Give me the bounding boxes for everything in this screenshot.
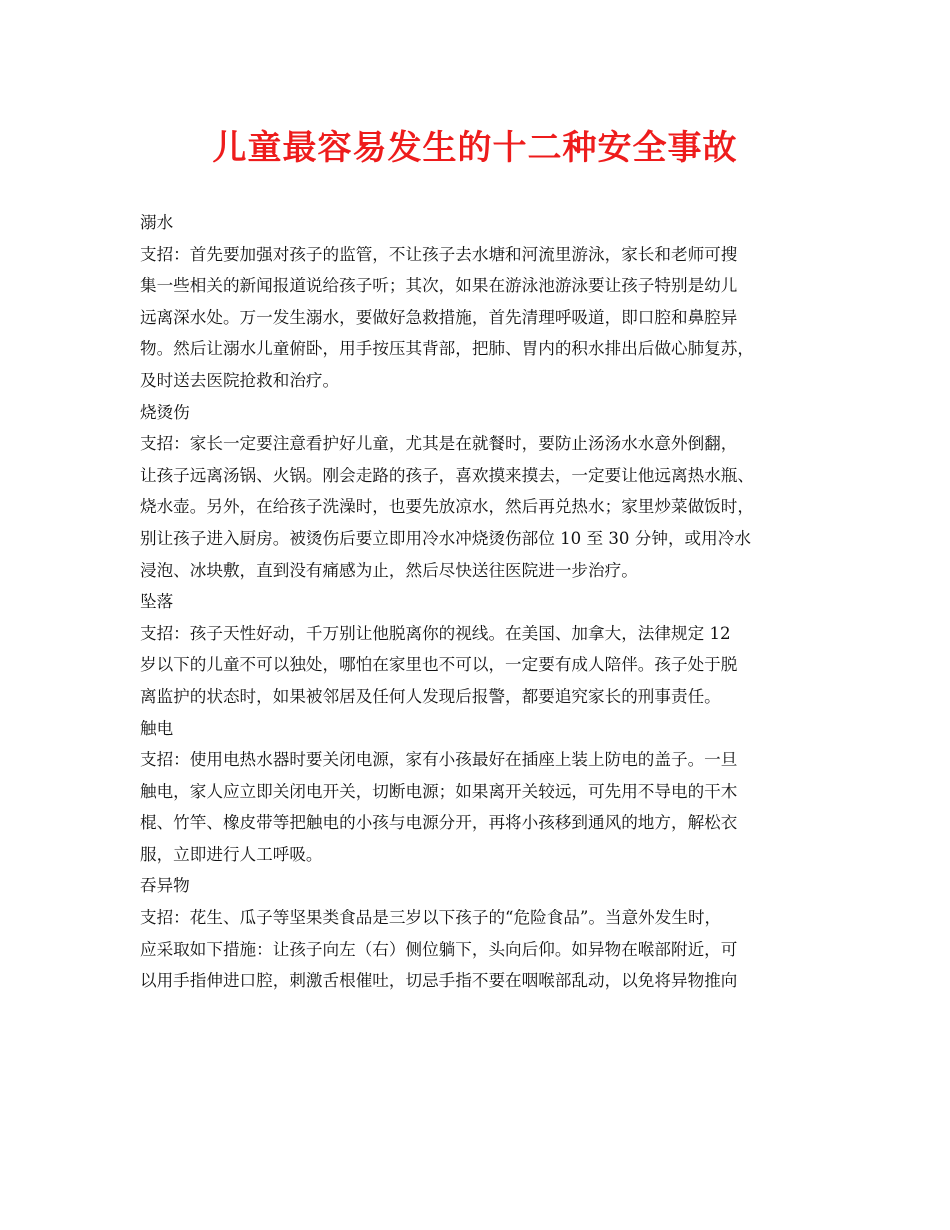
paragraph-line: 触电，家人应立即关闭电开关，切断电源；如果离开关较远，可先用不导电的干木 [140, 781, 738, 801]
paragraph-line: 服，立即进行人工呼吸。 [140, 844, 323, 864]
paragraph-line: 别让孩子进入厨房。被烫伤后要立即用冷水冲烧烫伤部位 10 至 30 分钟，或用冷水 [140, 528, 751, 548]
paragraph-line: 应采取如下措施：让孩子向左（右）侧位躺下，头向后仰。如异物在喉部附近，可 [140, 939, 738, 959]
paragraph-line: 支招：家长一定要注意看护好儿童，尤其是在就餐时，要防止汤汤水水意外倒翻， [140, 434, 738, 454]
paragraph-line: 远离深水处。万一发生溺水，要做好急救措施，首先清理呼吸道，即口腔和鼻腔异 [140, 307, 738, 327]
section-heading-drowning: 溺水 [140, 213, 174, 232]
section-paragraph-electric-shock [140, 744, 820, 870]
paragraph-line: 让孩子远离汤锅、火锅。刚会走路的孩子，喜欢摸来摸去，一定要让他远离热水瓶、 [140, 465, 754, 485]
document-body [140, 207, 820, 997]
paragraph-line: 支招：首先要加强对孩子的监管，不让孩子去水塘和河流里游泳，家长和老师可搜 [140, 244, 738, 264]
paragraph-line: 以用手指伸进口腔，刺激舌根催吐，切忌手指不要在咽喉部乱动，以免将异物推向 [140, 971, 738, 991]
paragraph-line: 岁以下的儿童不可以独处，哪怕在家里也不可以，一定要有成人陪伴。孩子处于脱 [140, 655, 738, 675]
paragraph-line: 物。然后让溺水儿童俯卧，用手按压其背部，把肺、胃内的积水排出后做心肺复苏， [140, 339, 754, 359]
section-heading-burns: 烧烫伤 [140, 402, 190, 422]
section-paragraph-drowning [140, 239, 820, 397]
paragraph-line: 离监护的状态时，如果被邻居及任何人发现后报警，都要追究家长的刑事责任。 [140, 686, 721, 706]
section-heading-falls: 坠落 [140, 592, 174, 612]
paragraph-line: 浸泡、冰块敷，直到没有痛感为止，然后尽快送往医院进一步治疗。 [140, 560, 638, 580]
paragraph-line: 支招：花生、瓜子等坚果类食品是三岁以下孩子的“危险食品”。当意外发生时， [140, 908, 722, 928]
section-heading-electric-shock: 触电 [140, 718, 174, 738]
section-heading-foreign-object: 吞异物 [140, 876, 190, 896]
paragraph-line: 烧水壶。另外，在给孩子洗澡时，也要先放凉水，然后再兑热水；家里炒菜做饭时， [140, 497, 754, 517]
document-title: 儿童最容易发生的十二种安全事故 [212, 128, 738, 168]
section-paragraph-foreign-object [140, 902, 820, 997]
paragraph-line: 及时送去医院抢救和治疗。 [140, 370, 340, 390]
section-paragraph-falls [140, 618, 820, 713]
paragraph-line: 支招：使用电热水器时要关闭电源，家有小孩最好在插座上装上防电的盖子。一旦 [140, 750, 738, 770]
section-paragraph-burns [140, 428, 820, 586]
paragraph-line: 集一些相关的新闻报道说给孩子听；其次，如果在游泳池游泳要让孩子特别是幼儿 [140, 276, 738, 296]
paragraph-line: 棍、竹竿、橡皮带等把触电的小孩与电源分开，再将小孩移到通风的地方，解松衣 [140, 813, 738, 833]
paragraph-line: 支招：孩子天性好动，千万别让他脱离你的视线。在美国、加拿大，法律规定 12 [140, 623, 731, 643]
